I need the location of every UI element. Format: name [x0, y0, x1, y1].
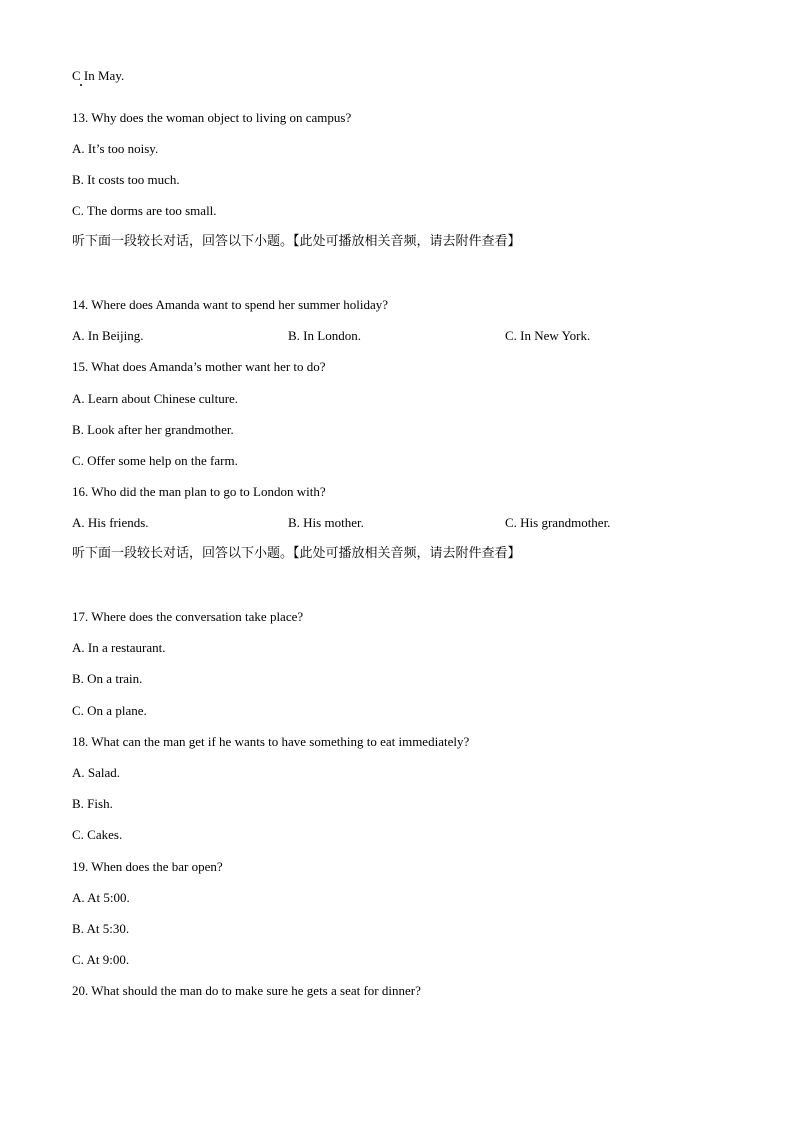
question-15-option-c: C. Offer some help on the farm. [72, 453, 238, 468]
listening-instruction: 听下面一段较长对话，回答以下小题。【此处可播放相关音频，请去附件查看】 [72, 546, 521, 561]
question-16: 16. Who did the man plan to go to London with? [72, 484, 326, 499]
question-15-option-a: A. Learn about Chinese culture. [72, 391, 239, 406]
question-13-option-b: B. It costs too much. [72, 172, 180, 187]
question-18-option-a: A. Salad. [72, 765, 121, 780]
question-16-option-a: A. His friends. [72, 515, 149, 530]
punctuation-dot [80, 84, 82, 86]
question-19-option-a: A. At 5:00. [72, 890, 130, 905]
question-17-option-b: B. On a train. [72, 671, 143, 686]
answer-option: C In May. [72, 68, 125, 83]
listening-instruction: 听下面一段较长对话，回答以下小题。【此处可播放相关音频，请去附件查看】 [72, 234, 521, 249]
question-18-option-b: B. Fish. [72, 796, 113, 811]
question-18: 18. What can the man get if he wants to have something to eat immediately? [72, 734, 470, 749]
question-17: 17. Where does the conversation take place? [72, 609, 304, 624]
question-17-option-c: C. On a plane. [72, 703, 147, 718]
question-15: 15. What does Amanda’s mother want her to do? [72, 359, 326, 374]
question-20: 20. What should the man do to make sure he gets a seat for dinner? [72, 983, 421, 998]
question-13: 13. Why does the woman object to living on campus? [72, 110, 352, 125]
question-14-option-c: C. In New York. [505, 328, 591, 343]
question-14-option-a: A. In Beijing. [72, 328, 144, 343]
question-16-option-c: C. His grandmother. [505, 515, 611, 530]
question-19: 19. When does the bar open? [72, 859, 223, 874]
question-19-option-c: C. At 9:00. [72, 952, 130, 967]
question-15-option-b: B. Look after her grandmother. [72, 422, 234, 437]
question-13-option-c: C. The dorms are too small. [72, 203, 217, 218]
question-14-option-b: B. In London. [288, 328, 361, 343]
question-14: 14. Where does Amanda want to spend her summer holiday? [72, 297, 389, 312]
question-16-option-b: B. His mother. [288, 515, 364, 530]
question-13-option-a: A. It’s too noisy. [72, 141, 159, 156]
question-19-option-b: B. At 5:30. [72, 921, 130, 936]
question-18-option-c: C. Cakes. [72, 827, 123, 842]
question-17-option-a: A. In a restaurant. [72, 640, 166, 655]
